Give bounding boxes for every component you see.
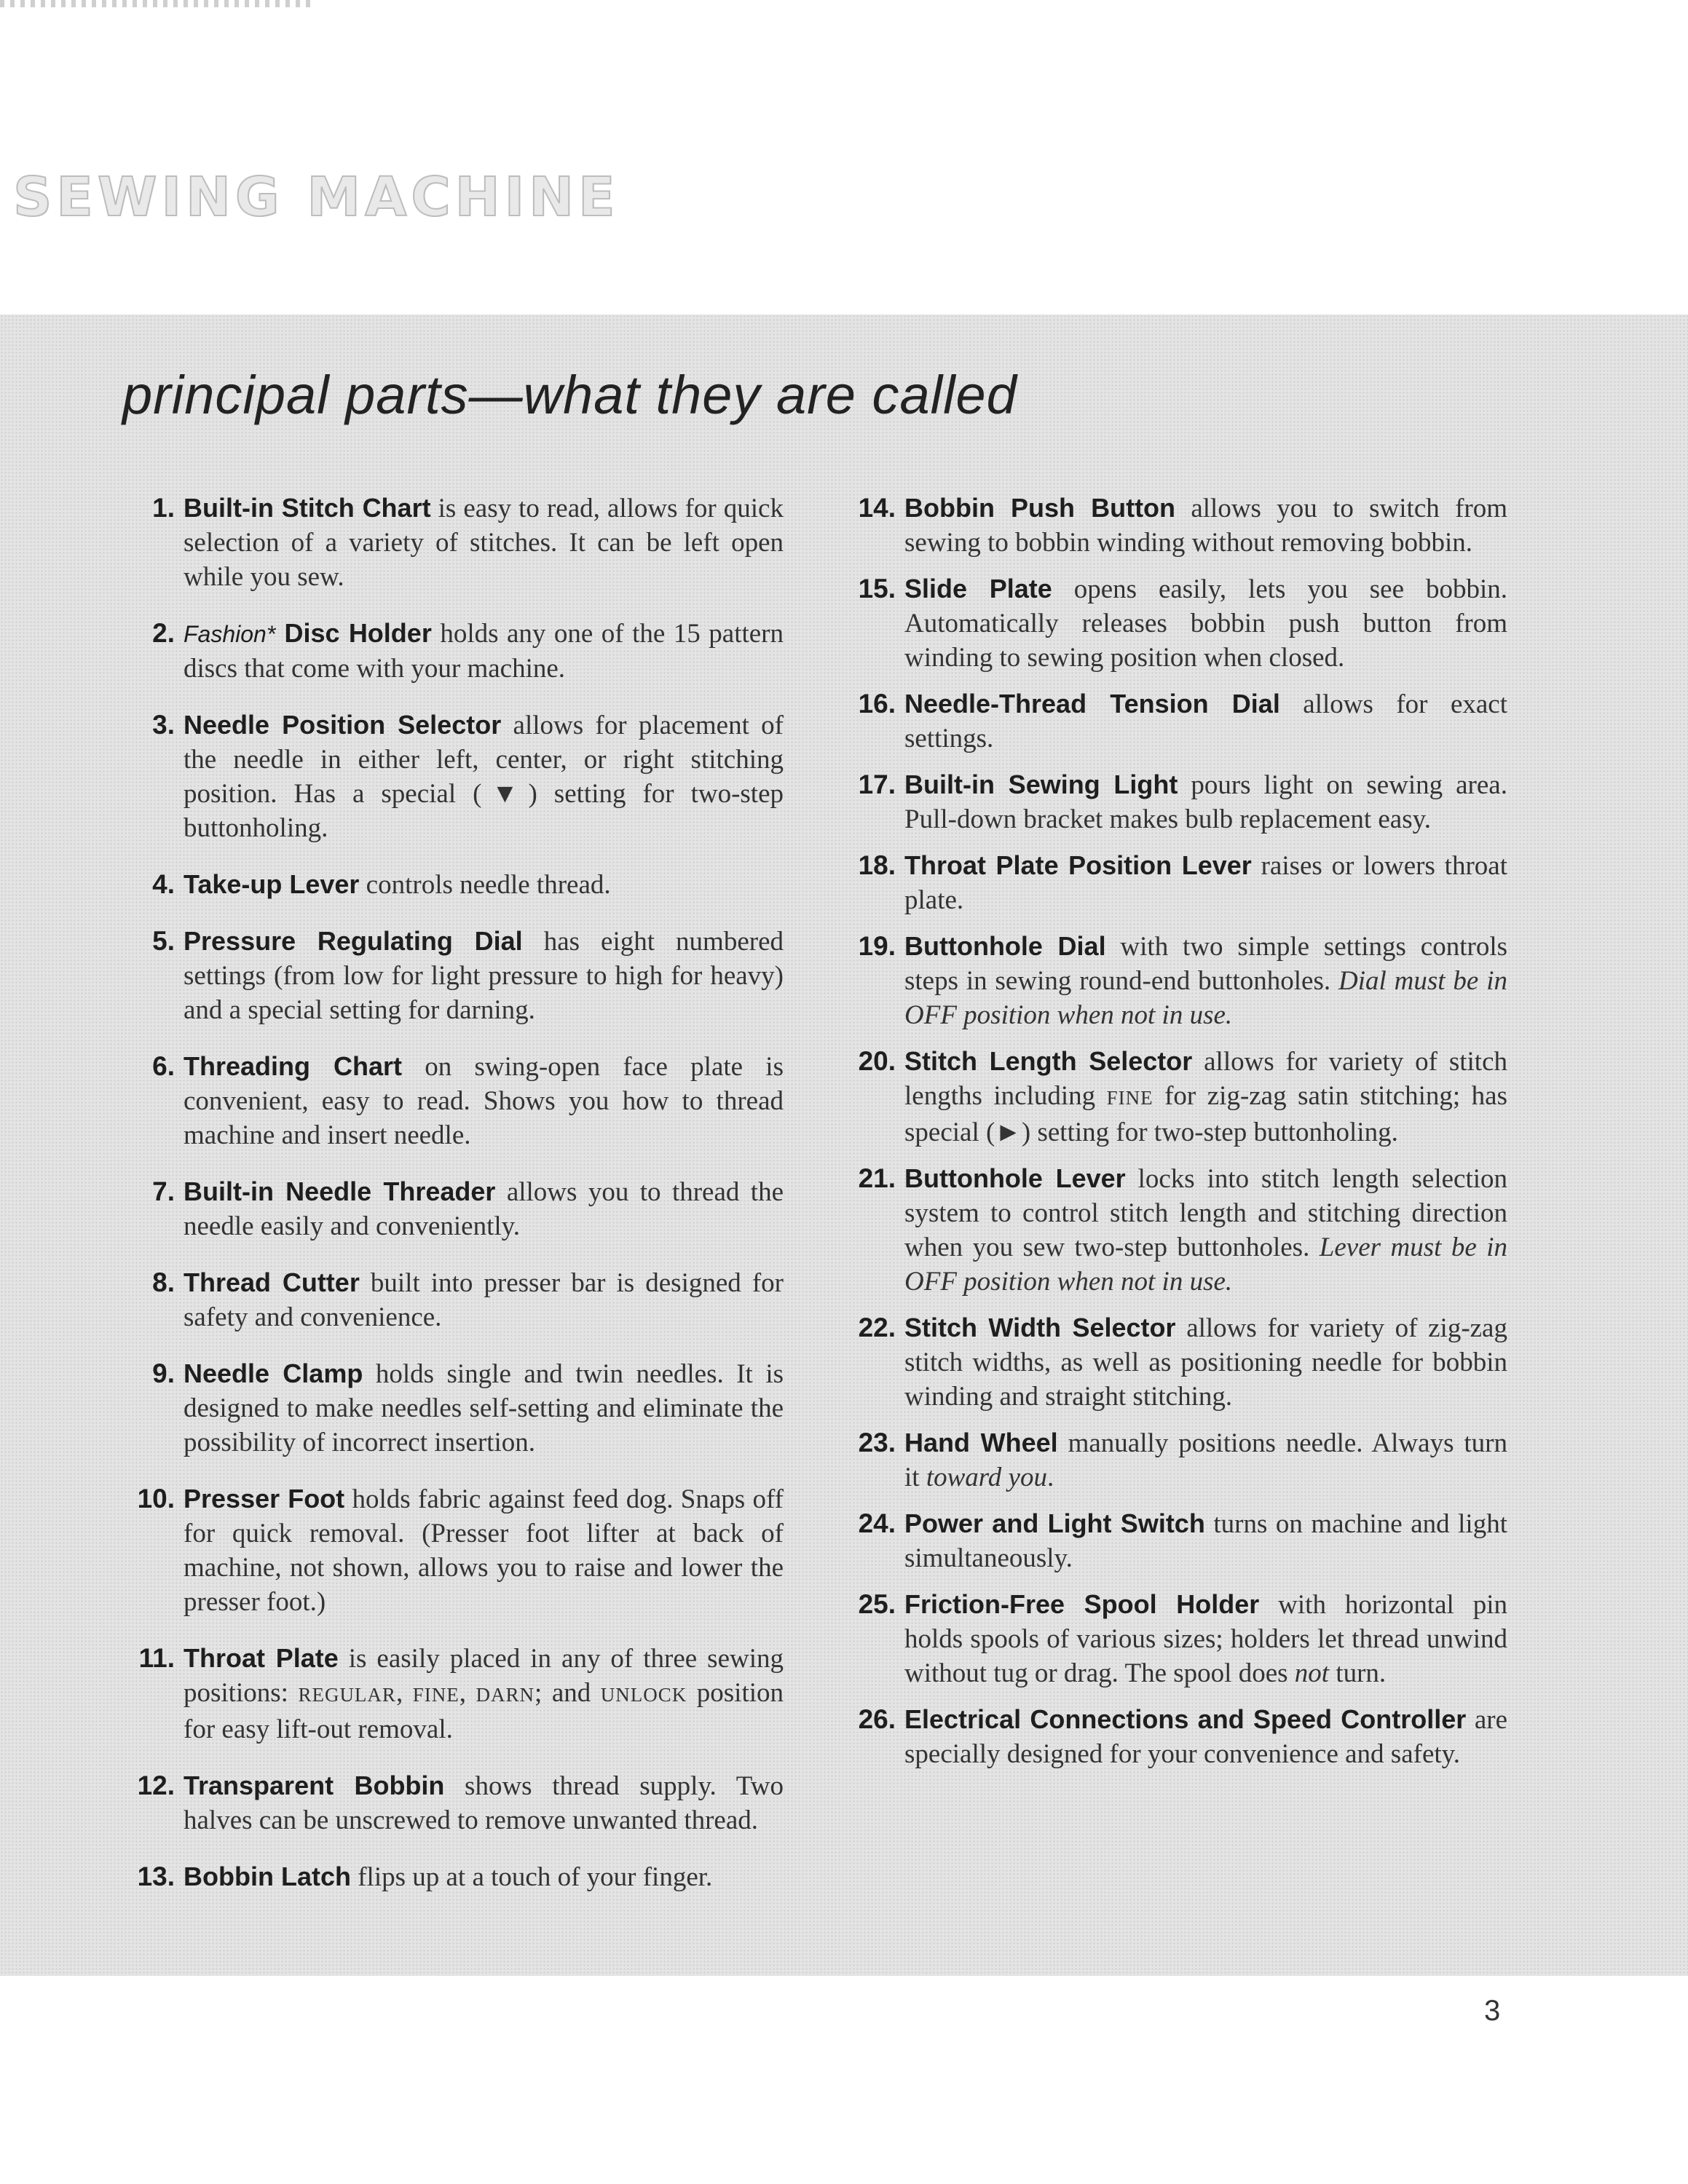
- item-number: 11.: [138, 1643, 175, 1673]
- item-text: is easy to read, allows for quick selection of a variety of stitches. It can be left open while you sew.: [184, 494, 784, 592]
- item-italic: Dial must be in OFF position when not in use.: [904, 966, 1508, 1030]
- scan-artifact: [0, 0, 313, 7]
- item-term: Buttonhole Dial: [904, 931, 1106, 961]
- item-number: 26.: [858, 1704, 896, 1734]
- item-number: 24.: [858, 1508, 896, 1538]
- item-text: allows for placement of the needle in either left, center, or right stitching position. Has a special (▼) setting for two-step buttonholing.: [184, 711, 784, 843]
- list-item: [843, 1161, 1507, 1299]
- item-number: 19.: [858, 931, 896, 961]
- item-term: Transparent Bobbin: [184, 1770, 445, 1800]
- item-number: 21.: [858, 1163, 896, 1193]
- item-italic: not: [1294, 1658, 1330, 1688]
- item-number: 16.: [858, 689, 896, 719]
- item-text: holds fabric against feed dog. Snaps off for quick removal. (Presser foot lifter at back of machine, not shown, allows you to raise and lower the presser foot.): [184, 1484, 784, 1617]
- item-text: with horizontal pin holds spools of various sizes; holders let thread unwind without tug or drag. The spool does: [904, 1590, 1507, 1688]
- item-number: 4.: [152, 869, 175, 899]
- list-item: [843, 767, 1507, 836]
- item-smallcaps: UNLOCK: [600, 1684, 687, 1706]
- item-text: holds single and twin needles. It is designed to make needles self-setting and eliminate the possibility of incorrect insertion.: [184, 1359, 784, 1457]
- item-number: 13.: [137, 1861, 175, 1891]
- item-number: 8.: [152, 1267, 175, 1297]
- item-term: Built-in Stitch Chart: [184, 493, 431, 523]
- item-text: shows thread supply. Two halves can be unscrewed to remove unwanted thread.: [184, 1771, 784, 1835]
- list-item: [843, 1044, 1507, 1150]
- item-text: controls needle thread.: [359, 870, 611, 900]
- item-text: pours light on sewing area. Pull-down bracket makes bulb replacement easy.: [904, 770, 1507, 834]
- list-item: [122, 1859, 784, 1894]
- item-text: manually positions needle. Always turn it: [904, 1428, 1507, 1492]
- list-item: [843, 687, 1507, 756]
- list-item: [843, 1587, 1507, 1690]
- item-text: turn.: [1329, 1658, 1387, 1688]
- item-term: Throat Plate Position Lever: [904, 850, 1252, 880]
- item-number: 25.: [858, 1589, 896, 1619]
- header-title: SEWING MACHINE: [13, 166, 620, 229]
- list-item: [122, 1481, 784, 1619]
- item-term: Disc Holder: [275, 618, 432, 648]
- item-number: 15.: [858, 574, 896, 604]
- list-item: [843, 929, 1507, 1032]
- item-text: are specially designed for your convenience and safety.: [904, 1705, 1507, 1769]
- list-item: [843, 1425, 1507, 1495]
- item-text: opens easily, lets you see bobbin. Automatically releases bobbin push button from winding to sewing position when closed.: [904, 574, 1507, 673]
- item-text: allows you to switch from sewing to bobbin winding without removing bobbin.: [904, 494, 1507, 558]
- list-item: [843, 571, 1507, 675]
- list-item: [843, 491, 1507, 560]
- item-term: Bobbin Push Button: [904, 493, 1176, 523]
- item-term: Friction-Free Spool Holder: [904, 1589, 1260, 1619]
- list-item: [122, 1049, 784, 1152]
- item-italic: toward you: [926, 1463, 1047, 1492]
- item-term: Needle Clamp: [184, 1358, 363, 1388]
- item-term: Needle-Thread Tension Dial: [904, 689, 1280, 719]
- list-item: [122, 1768, 784, 1837]
- item-text: .: [1046, 1463, 1054, 1492]
- list-item: [843, 1702, 1507, 1771]
- item-text: allows for variety of zig-zag stitch widths, as well as positioning needle for bobbin winding and straight stitching.: [904, 1313, 1507, 1412]
- item-number: 23.: [858, 1428, 896, 1457]
- item-smallcaps: FINE: [412, 1684, 460, 1706]
- item-text: locks into stitch length selection system to control stitch length and stitching direction when you sew two-step buttonholes.: [904, 1164, 1507, 1262]
- list-item: [122, 1356, 784, 1460]
- item-term: Needle Position Selector: [184, 710, 502, 740]
- item-text: ,: [459, 1678, 476, 1708]
- item-text: built into presser bar is designed for safety and convenience.: [184, 1268, 784, 1332]
- item-text: has eight numbered settings (from low for light pressure to high for heavy) and a special setting for darning.: [184, 927, 784, 1025]
- list-item: [843, 1310, 1507, 1414]
- item-number: 6.: [152, 1051, 175, 1081]
- right-column: [843, 491, 1507, 1771]
- left-column: [122, 491, 784, 1894]
- list-item: [122, 1265, 784, 1334]
- item-number: 2.: [152, 618, 175, 648]
- item-text: flips up at a touch of your finger.: [350, 1862, 713, 1892]
- list-item: [122, 616, 784, 686]
- item-smallcaps: FINE: [1106, 1087, 1153, 1109]
- section-title: principal parts—what they are called: [122, 365, 1017, 425]
- item-text: position for easy lift-out removal.: [184, 1678, 784, 1744]
- item-number: 10.: [137, 1484, 175, 1514]
- item-term: Built-in Needle Threader: [184, 1176, 496, 1206]
- item-number: 3.: [152, 710, 175, 740]
- item-text: for zig-zag satin stitching; has special (►) setting for two-step buttonholing.: [904, 1081, 1507, 1147]
- item-number: 18.: [858, 850, 896, 880]
- item-smallcaps: REGULAR: [298, 1684, 396, 1706]
- item-text: holds any one of the 15 pattern discs that come with your machine.: [184, 619, 784, 684]
- item-term: Throat Plate: [184, 1643, 339, 1673]
- item-term: Electrical Connections and Speed Controller: [904, 1704, 1467, 1734]
- item-term: Slide Plate: [904, 574, 1052, 604]
- item-term: Threading Chart: [184, 1051, 402, 1081]
- item-term: Built-in Sewing Light: [904, 769, 1178, 799]
- page-number: 3: [1484, 1995, 1501, 2027]
- item-text: allows for exact settings.: [904, 689, 1507, 753]
- item-text: ; and: [535, 1678, 601, 1708]
- list-item: [122, 491, 784, 594]
- item-number: 5.: [152, 926, 175, 956]
- list-item: [122, 1641, 784, 1746]
- item-number: 1.: [152, 493, 175, 523]
- item-number: 20.: [858, 1046, 896, 1076]
- list-item: [122, 708, 784, 845]
- item-text: raises or lowers throat plate.: [904, 851, 1507, 915]
- item-text: allows you to thread the needle easily and conveniently.: [184, 1177, 784, 1241]
- item-text: allows for variety of stitch lengths including: [904, 1047, 1508, 1111]
- list-item: [843, 1506, 1507, 1575]
- item-text: on swing-open face plate is convenient, easy to read. Shows you how to thread machine and insert needle.: [184, 1052, 784, 1150]
- item-term: Stitch Width Selector: [904, 1313, 1176, 1342]
- item-term: Stitch Length Selector: [904, 1046, 1193, 1076]
- list-item: [843, 848, 1507, 917]
- item-number: 14.: [858, 493, 896, 523]
- list-item: [122, 924, 784, 1027]
- item-smallcaps: DARN: [476, 1684, 535, 1706]
- item-text: turns on machine and light simultaneously.: [904, 1509, 1507, 1573]
- list-item: [122, 1174, 784, 1243]
- item-text: with two simple settings controls steps in sewing round-end buttonholes.: [904, 932, 1507, 996]
- item-term: Hand Wheel: [904, 1428, 1058, 1457]
- item-term: Power and Light Switch: [904, 1508, 1205, 1538]
- item-number: 7.: [152, 1176, 175, 1206]
- item-term: Buttonhole Lever: [904, 1163, 1126, 1193]
- list-item: [122, 867, 784, 902]
- item-number: 17.: [858, 769, 896, 799]
- item-text: ,: [395, 1678, 413, 1708]
- item-number: 22.: [858, 1313, 896, 1342]
- item-text: is easily placed in any of three sewing positions:: [184, 1644, 784, 1708]
- item-term: Thread Cutter: [184, 1267, 360, 1297]
- item-term: Presser Foot: [184, 1484, 345, 1514]
- item-term: Pressure Regulating Dial: [184, 926, 523, 956]
- item-brand: Fashion*: [184, 621, 276, 647]
- item-number: 12.: [137, 1770, 175, 1800]
- item-italic: Lever must be in OFF position when not in use.: [904, 1233, 1507, 1297]
- item-term: Take-up Lever: [184, 869, 360, 899]
- item-term: Bobbin Latch: [184, 1861, 351, 1891]
- item-number: 9.: [152, 1358, 175, 1388]
